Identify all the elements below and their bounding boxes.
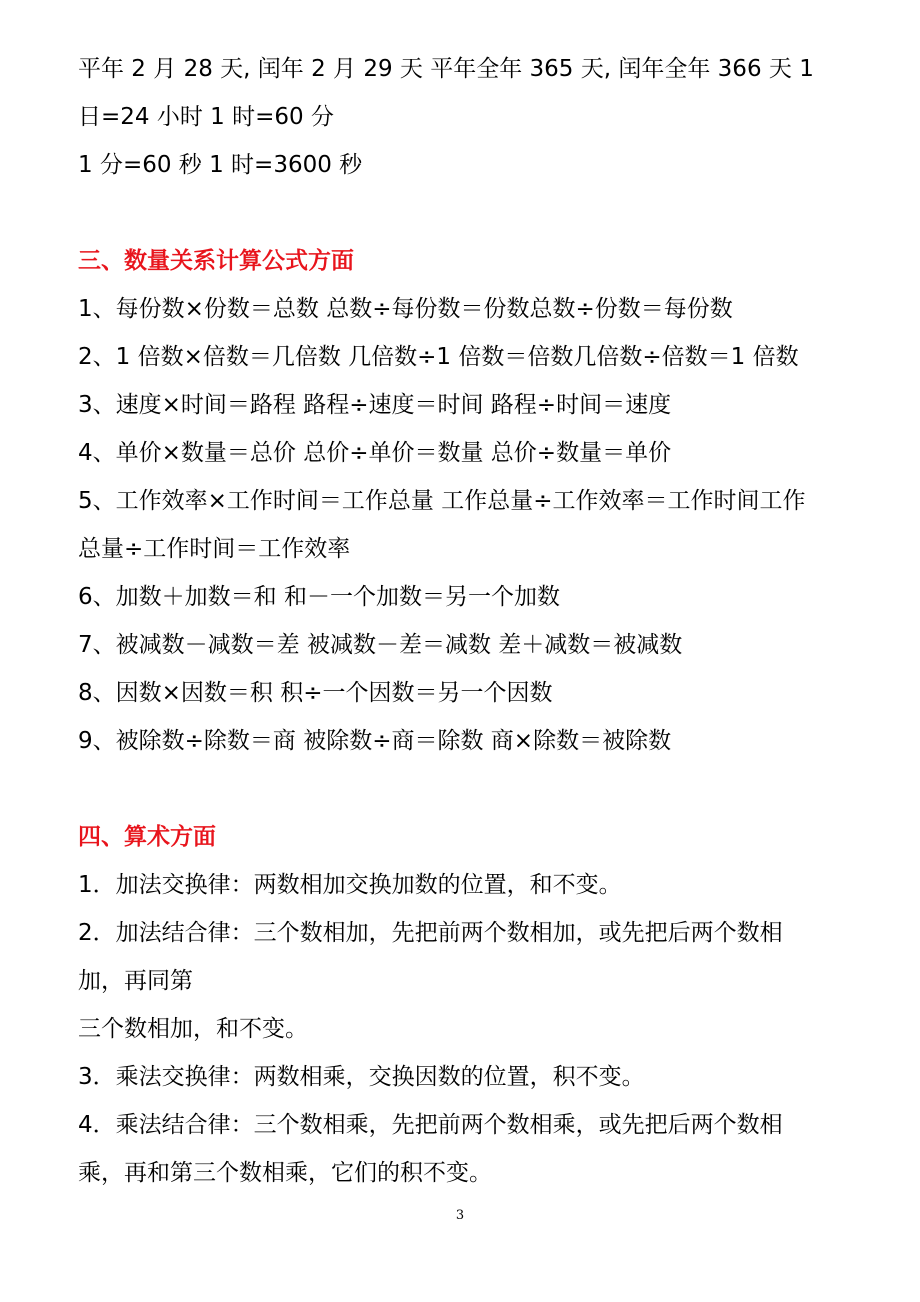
formula-line: 2、1 倍数×倍数＝几倍数 几倍数÷1 倍数＝倍数几倍数÷倍数＝1 倍数	[78, 344, 799, 370]
section-heading-arithmetic: 四、算术方面	[78, 824, 216, 850]
formula-line: 8、因数×因数＝积 积÷一个因数＝另一个因数	[78, 680, 553, 706]
section-heading-quantity-relations: 三、数量关系计算公式方面	[78, 248, 354, 274]
intro-line: 日=24 小时 1 时=60 分	[78, 104, 334, 130]
law-line: 三个数相加，和不变。	[78, 1016, 308, 1042]
formula-line: 3、速度×时间＝路程 路程÷速度＝时间 路程÷时间＝速度	[78, 392, 672, 418]
formula-line: 6、加数＋加数＝和 和－一个加数＝另一个加数	[78, 584, 560, 610]
formula-line: 总量÷工作时间＝工作效率	[78, 536, 351, 562]
formula-line: 4、单价×数量＝总价 总价÷单价＝数量 总价÷数量＝单价	[78, 440, 672, 466]
law-line: 1．加法交换律：两数相加交换加数的位置，和不变。	[78, 872, 622, 898]
law-line: 3．乘法交换律：两数相乘，交换因数的位置，积不变。	[78, 1064, 645, 1090]
law-line: 乘，再和第三个数相乘，它们的积不变。	[78, 1160, 492, 1186]
formula-line: 9、被除数÷除数＝商 被除数÷商＝除数 商×除数＝被除数	[78, 728, 672, 754]
formula-line: 7、被减数－减数＝差 被减数－差＝减数 差＋减数＝被减数	[78, 632, 683, 658]
law-line: 4．乘法结合律：三个数相乘，先把前两个数相乘，或先把后两个数相	[78, 1112, 783, 1138]
law-line: 加，再同第	[78, 968, 193, 994]
intro-line: 平年 2 月 28 天, 闰年 2 月 29 天 平年全年 365 天, 闰年全年 366 天 1	[78, 56, 814, 82]
intro-line: 1 分=60 秒 1 时=3600 秒	[78, 152, 363, 178]
formula-line: 1、每份数×份数＝总数 总数÷每份数＝份数总数÷份数＝每份数	[78, 296, 733, 322]
page-number: 3	[455, 1208, 465, 1223]
formula-line: 5、工作效率×工作时间＝工作总量 工作总量÷工作效率＝工作时间工作	[78, 488, 806, 514]
law-line: 2．加法结合律：三个数相加，先把前两个数相加，或先把后两个数相	[78, 920, 783, 946]
